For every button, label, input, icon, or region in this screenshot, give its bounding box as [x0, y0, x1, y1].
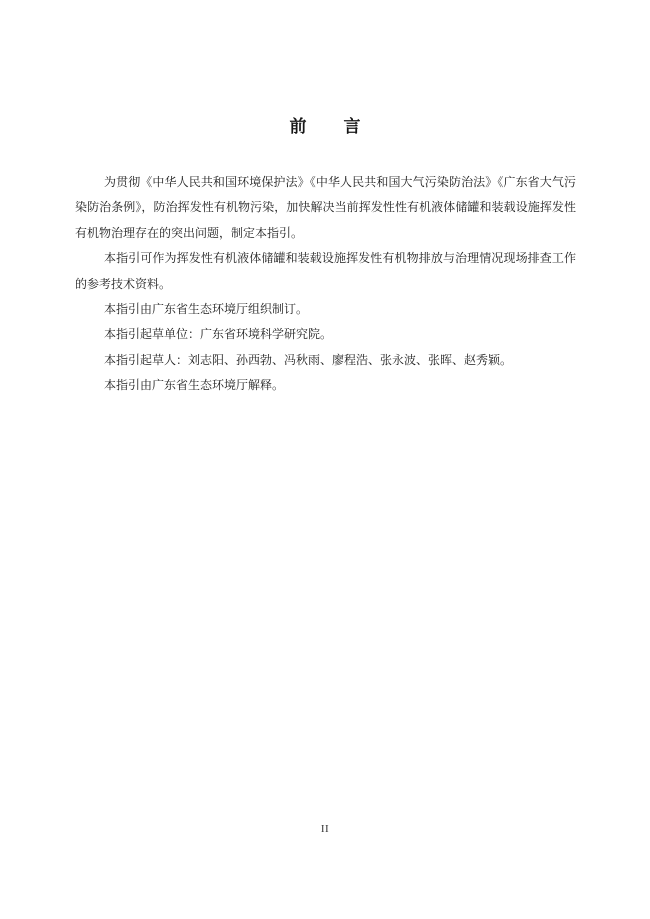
paragraph-interpreter: 本指引由广东省生态环境厅解释。 [104, 378, 285, 393]
paragraph-drafters: 本指引起草人：刘志阳、孙西勃、冯秋雨、廖程浩、张永波、张晖、赵秀颖。 [104, 352, 513, 367]
page-number: II [320, 823, 330, 835]
paragraph-scope: 本指引可作为挥发性有机液体储罐和装载设施挥发性有机物排放与治理情况现场排查工作的参考技术资料。 [75, 251, 576, 291]
paragraph-organizer: 本指引由广东省生态环境厅组织制订。 [104, 302, 309, 317]
page-title: 前 言 [289, 117, 362, 136]
paragraph-purpose: 为贯彻《中华人民共和国环境保护法》《中华人民共和国大气污染防治法》《广东省大气污染防治条例》，防治挥发性有机物污染，加快解决当前挥发性性有机液体储罐和装载设施挥发性有机物治理存在的突出问题，制定本指引。 [75, 175, 576, 240]
paragraph-drafting-unit: 本指引起草单位：广东省环境科学研究院。 [104, 327, 333, 342]
page-content [75, 117, 576, 399]
